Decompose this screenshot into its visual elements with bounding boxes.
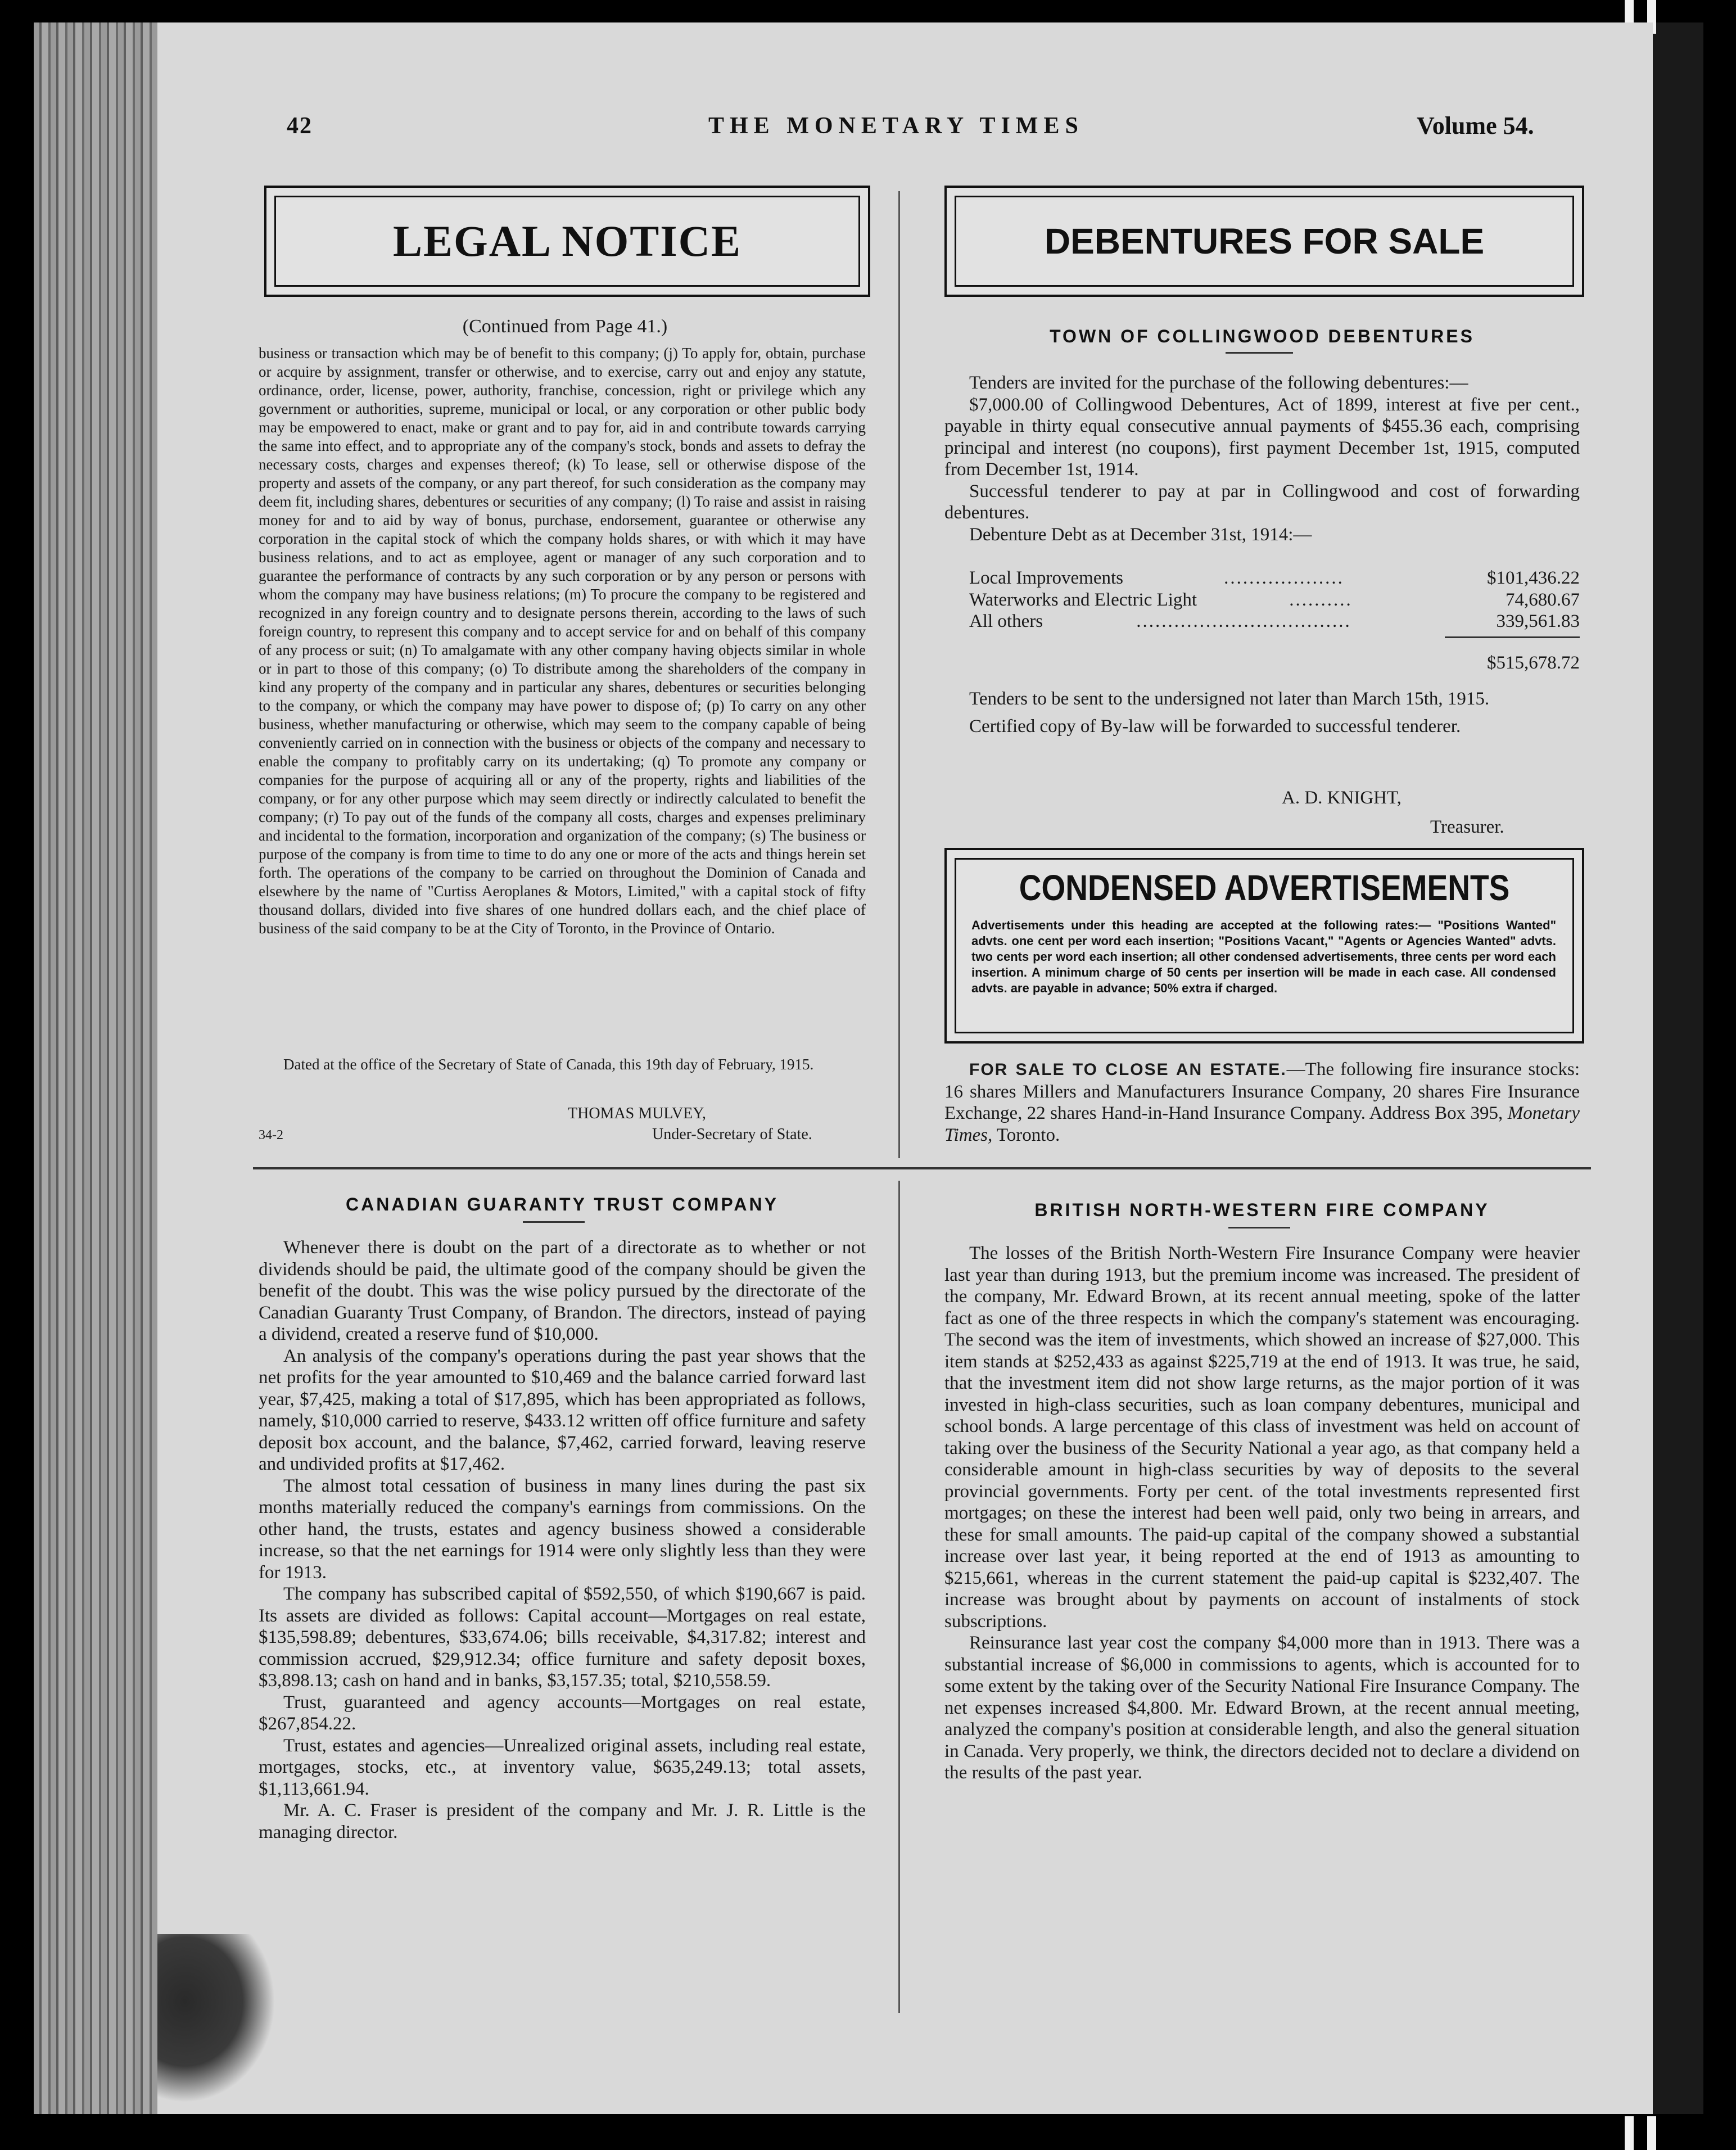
debt-table: [969, 567, 1580, 633]
debentures-closing: [944, 688, 1580, 737]
page-number: 42: [287, 113, 313, 139]
british-north-western-article: [944, 1243, 1580, 1784]
debt-row: [969, 589, 1580, 611]
canadian-guaranty-title: CANADIAN GUARANTY TRUST COMPANY: [346, 1194, 779, 1214]
article-paragraph: Trust, guaranteed and agency accounts—Mortgages on real estate, $267,854.22.: [259, 1692, 866, 1734]
newspaper-page: [157, 22, 1653, 2114]
legal-notice-header-box: [264, 186, 870, 297]
estate-ad-text: —The following fire insurance stocks: 16 shares Millers and Manufacturers Insurance Company, 20 shares Fire Insurance Exchange, 22 shares Hand-in-Hand Insurance Company. Address Box 395,: [944, 1059, 1580, 1123]
legal-ref-number: 34-2: [259, 1128, 283, 1142]
legal-notice-heading: LEGAL NOTICE: [274, 196, 860, 287]
debt-amount: 74,680.67: [1506, 589, 1580, 610]
condensed-ads-heading: CONDENSED ADVERTISEMENTS: [1019, 868, 1510, 908]
debentures-p3: Successful tenderer to pay at par in Collingwood and cost of forwarding debentures.: [944, 481, 1580, 523]
leader-dots: ...................: [1224, 568, 1344, 588]
debt-amount: 339,561.83: [1496, 611, 1580, 631]
debentures-heading: DEBENTURES FOR SALE: [955, 196, 1574, 287]
continued-note: (Continued from Page 41.): [462, 316, 668, 337]
estate-ad-publication: Monetary Times,: [944, 1103, 1580, 1145]
volume-label: Volume 54.: [1417, 112, 1534, 139]
article-paragraph: Whenever there is doubt on the part of a directorate as to whether or not dividends should be paid, the ultimate good of the company should be given the benefit of the doubt. This was the wise policy pursued by the directorate of the Canadian Guaranty Trust Company, of Brandon. The directors, instead of paying a dividend, created a reserve fund of $10,000.: [259, 1237, 866, 1344]
legal-dated: Dated at the office of the Secretary of State of Canada, this 19th day of February, 1915.: [283, 1056, 814, 1073]
legal-signer-title: Under-Secretary of State.: [652, 1126, 812, 1143]
british-title-rule: [1228, 1227, 1290, 1228]
film-mark: [1625, 2116, 1634, 2150]
subhead-rule: [1226, 352, 1293, 354]
leader-dots: ..........: [1289, 589, 1353, 610]
estate-ad-lead: FOR SALE TO CLOSE AN ESTATE.: [969, 1060, 1287, 1079]
article-paragraph: Trust, estates and agencies—Unrealized original assets, including real estate, mortgages, stocks, etc., at inventory value, $635,249.13; total assets, $1,113,661.94.: [259, 1735, 866, 1799]
article-paragraph: An analysis of the company's operations during the past year shows that the net profits for the year amounted to $10,469 and the balance carried forward last year, $7,425, making a total of $17,895, which has been appropriated as follows, namely, $10,000 carried to reserve, $433.12 written off office furniture and safety deposit box account, and the balance, $7,462, carried forward, leaving reserve and undivided profits at $17,462.: [259, 1345, 866, 1474]
canadian-guaranty-article: [259, 1237, 866, 1843]
debt-label: Waterworks and Electric Light: [969, 589, 1197, 610]
british-north-western-title: BRITISH NORTH-WESTERN FIRE COMPANY: [1034, 1200, 1490, 1220]
debentures-text: [944, 372, 1580, 545]
book-binding-edge: [34, 22, 163, 2114]
debt-total: $515,678.72: [1487, 653, 1580, 673]
column-divider: [898, 191, 900, 1158]
debt-row: [969, 611, 1580, 633]
thumb-shadow: [157, 1934, 275, 2103]
debentures-p4: Tenders to be sent to the undersigned not later than March 15th, 1915.: [969, 689, 1490, 709]
condensed-ads-box: [944, 848, 1584, 1044]
estate-ad-city: Toronto.: [992, 1124, 1060, 1145]
debt-label: All others: [969, 611, 1043, 631]
estate-ad: [944, 1059, 1580, 1146]
debt-label: Local Improvements: [969, 568, 1123, 588]
debentures-p1: Tenders are invited for the purchase of the following debentures:—: [969, 373, 1468, 393]
debt-title: Debenture Debt as at December 31st, 1914:—: [969, 524, 1312, 545]
debt-row: [969, 567, 1580, 589]
debentures-header-box: [944, 186, 1584, 297]
right-page-edge: [1653, 22, 1703, 2114]
film-mark: [1647, 2116, 1656, 2150]
condensed-ads-rates: Advertisements under this heading are accepted at the following rates:— "Positions Wanted" advts. one cent per word each insertion; "Positions Vacant," "Agents or Agencies Wanted" advts. two cents per word each insertion; all other condensed advertisements, three cents per word each insertion. A minimum charge of 50 cents per insertion will be made in each case. All condensed advts. are payable in advance; 50% extra if charged.: [971, 918, 1556, 995]
debentures-p5: Certified copy of By-law will be forwarded to successful tenderer.: [969, 716, 1461, 737]
article-paragraph: Reinsurance last year cost the company $4,000 more than in 1913. There was a substantial increase of $6,000 in commissions to agents, which is accounted for to some extent by the taking over of the Security National Fire Insurance Company. The net expenses increased $4,800. Mr. Edward Brown, at the recent annual meeting, analyzed the company's position at considerable length, and also the general situation in Canada. Very properly, we think, the directors decided not to declare a dividend on the results of the past year.: [944, 1633, 1580, 1783]
article-paragraph: The almost total cessation of business in many lines during the past six months materially reduced the company's earnings from commissions. On the other hand, the trusts, estates and agency business showed a considerable increase, so that the net earnings for 1914 were only slightly less than they were for 1913.: [259, 1475, 866, 1583]
canadian-title-rule: [523, 1221, 585, 1223]
masthead: THE MONETARY TIMES: [708, 113, 1084, 139]
debentures-signer-title: Treasurer.: [1430, 817, 1504, 837]
article-paragraph: The losses of the British North-Western Fire Insurance Company were heavier last year than during 1913, but the premium income was increased. The president of the company, Mr. Edward Brown, at its recent annual meeting, spoke of the latter fact as one of the three respects in which the company's statement was encouraging. The second was the item of investments, which showed an increase of $27,000. This item stands at $252,433 as against $225,719 at the end of 1913. It was true, he said, that the investment item did not show large returns, as the major portion of it was invested in high-class securities, such as loan company debentures, municipal and school bonds. A large percentage of this class of investment was held on account of taking over the business of the Security National a year ago, as that company held a considerable amount in high-class securities by way of deposits to the several provincial governments. Forty per cent. of the total investments represented first mortgages; on these the interest had been well paid, only two being in arrears, and these for small amounts. The paid-up capital of the company showed a substantial increase over last year, it being reported at the end of 1913 as amounting to $215,661, whereas in the current statement the paid-up capital is $232,407. The increase was brought about by payments on account of instalments of stock subscriptions.: [944, 1243, 1580, 1632]
collingwood-subhead: TOWN OF COLLINGWOOD DEBENTURES: [1050, 326, 1475, 346]
article-paragraph: Mr. A. C. Fraser is president of the company and Mr. J. R. Little is the managing director.: [259, 1800, 866, 1842]
legal-signer: THOMAS MULVEY,: [568, 1105, 706, 1122]
legal-notice-text: business or transaction which may be of benefit to this company; (j) To apply for, obtain, purchase or acquire by assignment, transfer or otherwise, and to exercise, carry out and enjoy any statute, ordinance, order, license, power, authority, franchise, concession, right or privilege which any government or authorities, supreme, municipal or local, or any corporation or other public body may be empowered to enact, make or grant and to pay for, aid in and contribute towards carrying the same into effect, and to appropriate any of the company's stock, bonds and assets to defray the necessary costs, charges and expenses thereof; (k) To lease, sell or otherwise dispose of the property and assets of the company, or any part thereof, for such consideration as the company may deem fit, including shares, debentures or securities of any company; (l) To raise and assist in raising money for and to aid by way of bonus, purchase, endorsement, guarantee or otherwise any corporation in the capital stock of which the company holds shares, or with which it may have business relations, and to act as employee, agent or manager of any such corporation and to guarantee the performance of contracts by any such corporation or by any person or persons with whom the company may have business relations; (m) To procure the company to be registered and recognized in any foreign country and to designate persons therein, according to the laws of such foreign country, to represent this company and to accept service for and on behalf of this company of any process or suit; (n) To amalgamate with any other company having objects similar in whole or in part to those of this company; (o) To distribute among the shareholders of the company in kind any property of the company and in particular any shares, debentures or securities belonging to the company, or which the company may have power to dispose of; (p) To carry on any other business, whether manufacturing or otherwise, which may seem to the company capable of being conveniently carried on in connection with the business or objects of the company and necessary to enable the company to profitably carry on its undertaking; (q) To promote any company or companies for the purpose of acquiring all or any of the property, rights and liabilities of the company, or for any other purpose which may seem directly or indirectly calculated to benefit the company; (r) To pay out of the funds of the company all costs, charges and expenses preliminary and incidental to the formation, incorporation and organization of the company; (s) The business or purpose of the company is from time to time to do any one or more of the acts and things herein set forth. The operations of the company to be carried on throughout the Dominion of Canada and elsewhere by the name of "Curtiss Aeroplanes & Motors, Limited," with a capital stock of fifty thousand dollars, divided into five shares of one hundred dollars each, and the chief place of business of the said company to be at the City of Toronto, in the Province of Ontario.: [259, 345, 866, 937]
section-divider: [253, 1167, 1591, 1169]
total-rule: [1445, 636, 1580, 638]
column-divider: [898, 1181, 900, 2013]
debentures-p2: $7,000.00 of Collingwood Debentures, Act of 1899, interest at five per cent., payable in thirty equal consecutive annual payments of $455.36 each, comprising principal and interest (no coupons), first payment December 1st, 1915, computed from December 1st, 1914.: [944, 394, 1580, 480]
debentures-signer: A. D. KNIGHT,: [1282, 788, 1402, 808]
leader-dots: ..................................: [1136, 611, 1351, 631]
debt-amount: $101,436.22: [1487, 568, 1580, 588]
article-paragraph: The company has subscribed capital of $592,550, of which $190,667 is paid. Its assets are divided as follows: Capital account—Mortgages on real estate, $135,598.89; debentures, $33,674.06; bills receivable, $4,317.82; interest and commission accrued, $29,912.34; office furniture and safety deposit boxes, $3,898.13; cash on hand and in banks, $3,157.35; total, $210,558.59.: [259, 1584, 866, 1691]
